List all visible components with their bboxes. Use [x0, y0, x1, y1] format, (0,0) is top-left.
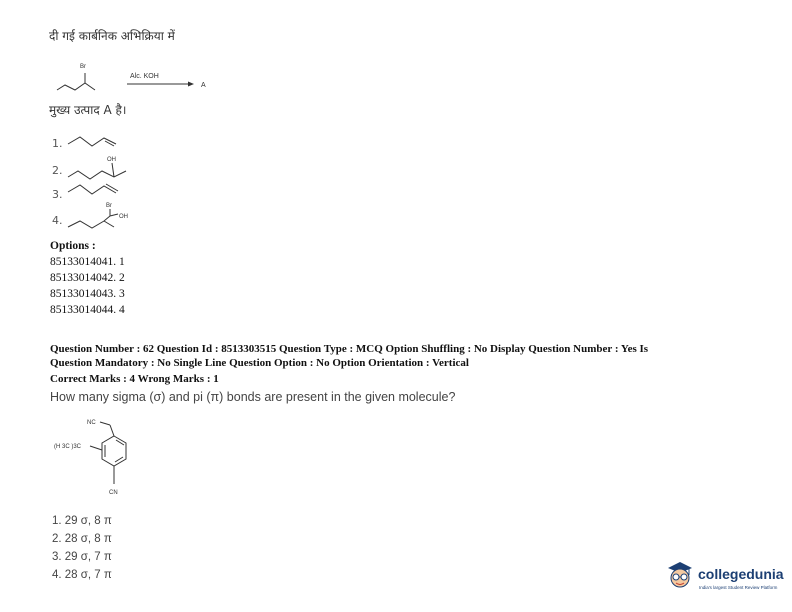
option-item: 85133014042. 2 [50, 272, 125, 284]
answer-option: 1. 29 σ, 8 π [52, 515, 112, 527]
benzene-ring-icon [102, 436, 126, 466]
question-prompt: दी गई कार्बनिक अभिक्रिया में [49, 29, 175, 43]
nitrile-label: CN [109, 490, 118, 496]
mascot-logo-icon [664, 559, 696, 591]
option-item: 85133014043. 3 [50, 288, 125, 300]
bromine-label: Br [106, 203, 112, 209]
nitrile-label: NC [87, 420, 96, 426]
option-item: 85133014041. 1 [50, 256, 125, 268]
answer-option: 2. 28 σ, 8 π [52, 533, 112, 545]
options-title: Options : [50, 240, 96, 252]
marks-info: Correct Marks : 4 Wrong Marks : 1 [50, 373, 219, 385]
molecule-structure [50, 412, 150, 502]
tert-butyl-label: (H 3C )3C [54, 444, 82, 450]
structure-number: 2. [52, 164, 63, 177]
option-item: 85133014044. 4 [50, 304, 125, 316]
question-meta: Question Number : 62 Question Id : 8513303515 Question Type : MCQ Option Shuffling : No Display Question Number : Yes Is [50, 343, 649, 355]
structure-number: 3. [52, 188, 63, 201]
product-statement: मुख्य उत्पाद A है। [49, 103, 127, 117]
reaction-scheme [55, 58, 225, 98]
hydroxyl-label: OH [119, 214, 128, 220]
question-text: How many sigma (σ) and pi (π) bonds are present in the given molecule? [50, 390, 456, 404]
structure-number: 1. [52, 137, 63, 150]
bromine-label: Br [80, 64, 86, 70]
hydroxyl-label: OH [107, 157, 116, 163]
answer-option: 3. 29 σ, 7 π [52, 551, 112, 563]
structure-2-alcohol [66, 150, 146, 184]
brand-tagline: India's largest Student Review Platform [699, 585, 778, 590]
brand-name: collegedunia [698, 566, 784, 582]
product-label: A [201, 82, 206, 89]
structure-number: 4. [52, 214, 63, 227]
arrow-head-icon [188, 82, 194, 87]
reagent-label: Alc. KOH [130, 73, 159, 80]
answer-option: 4. 28 σ, 7 π [52, 569, 112, 581]
question-meta: Question Mandatory : No Single Line Question Option : No Option Orientation : Vertical [50, 357, 469, 369]
structure-4-bromoalcohol [66, 197, 156, 233]
